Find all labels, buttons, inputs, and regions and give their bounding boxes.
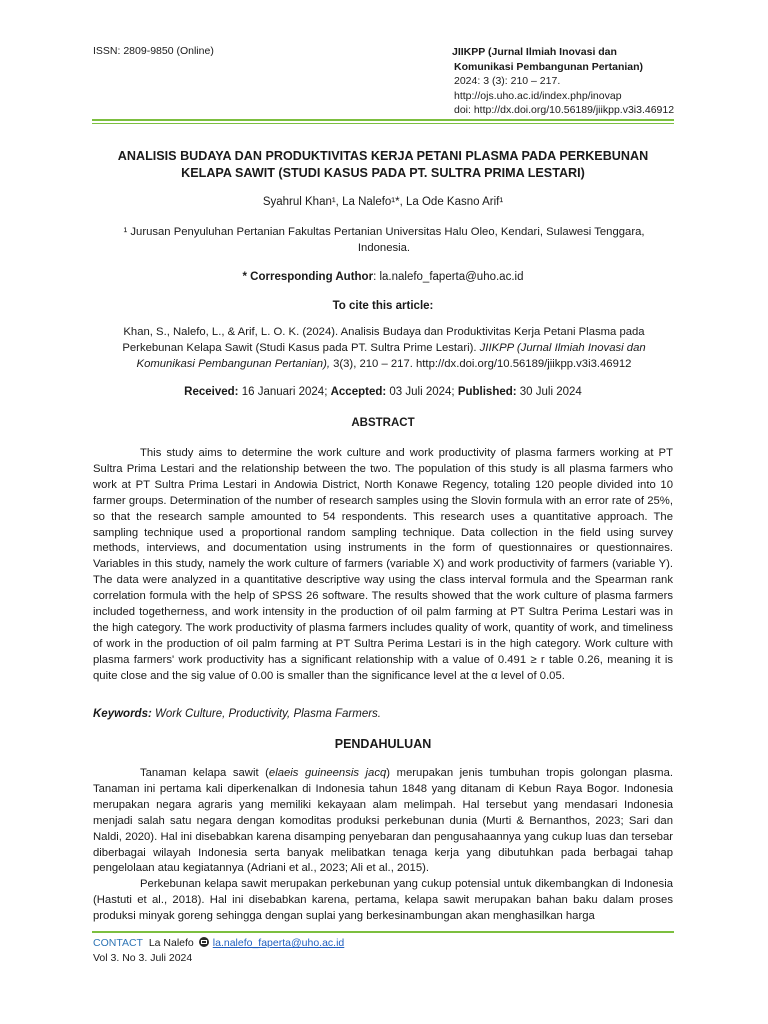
journal-info xyxy=(452,45,674,118)
citation-line-2 xyxy=(110,340,658,356)
citation-text: Perkebunan Kelapa Sawit (Studi Kasus pada PT. Sultra Prime Lestari). xyxy=(122,342,480,354)
citation xyxy=(110,324,658,372)
email-icon xyxy=(199,937,209,947)
footer-divider xyxy=(92,931,674,933)
footer-issue: Vol 3. No 3. Juli 2024 xyxy=(93,952,193,964)
contact-label: CONTACT xyxy=(93,937,143,949)
journal-name-line1: JIIKPP (Jurnal Ilmiah Inovasi dan xyxy=(452,46,617,58)
header-divider-thin xyxy=(92,123,674,124)
affiliation xyxy=(110,224,658,256)
cite-heading: To cite this article: xyxy=(332,300,434,312)
keywords xyxy=(93,708,673,720)
journal-doi[interactable]: doi: http://dx.doi.org/10.56189/jiikpp.v3i3.46912 xyxy=(454,104,675,116)
journal-name-line2: Komunikasi Pembangunan Pertanian) xyxy=(454,60,644,73)
corresponding-label: * Corresponding Author xyxy=(242,271,374,283)
article-dates xyxy=(92,386,674,398)
citation-doi: 3(3), 210 – 217. http://dx.doi.org/10.56189/jiikpp.v3i3.46912 xyxy=(329,358,632,370)
abstract-heading: ABSTRACT xyxy=(351,417,415,429)
authors: Syahrul Khan¹, La Nalefo¹*, La Ode Kasno Arif¹ xyxy=(262,196,504,208)
title-line-1: ANALISIS BUDAYA DAN PRODUKTIVITAS KERJA PETANI PLASMA PADA PERKEBUNAN xyxy=(117,149,649,163)
keywords-value: Work Culture, Productivity, Plasma Farmers. xyxy=(151,708,381,720)
journal-url[interactable]: http://ojs.uho.ac.id/index.php/inovap xyxy=(454,89,622,102)
citation-line-1: Khan, S., Nalefo, L., & Arif, L. O. K. (2024). Analisis Budaya dan Produktivitas Kerja Petani Plasma pada xyxy=(123,326,645,338)
citation-journal-cont: Komunikasi Pembangunan Pertanian), xyxy=(136,358,330,370)
received-label: Received: xyxy=(184,386,239,398)
accepted-date: 03 Juli 2024; xyxy=(386,386,458,398)
header-divider xyxy=(92,119,674,121)
published-date: 30 Juli 2024 xyxy=(516,386,582,398)
title-line-2: KELAPA SAWIT (STUDI KASUS PADA PT. SULTRA PRIMA LESTARI) xyxy=(181,166,585,180)
paragraph-text: ) merupakan jenis tumbuhan tropis golongan plasma. Tanaman ini pertama kali diperkenalkan di Indonesia tahun 1848 yang ditanam di Kebun Raya Bogor. Indonesia merupakan negara agraris yang memiliki kekayaan alam melimpah. Hal tersebut yang mendasari Indonesia menjadi salah satu negara dengan komoditas produksi perkebunan dunia (Murti & Bernanthos, 2023; Sari dan Naldi, 2020). Hal ini disebabkan karena disamping penyebaran dan pengusahaannya yang cukup luas dan tersebar diberbagai wilayah Indonesia serta banyak melibatkan tenaga kerja yang dibutuhkan pada berbagai tahap pengelolaan atau kegiatannya (Adriani et al., 2023; Ali et al., 2015). xyxy=(93,767,674,875)
citation-line-3 xyxy=(110,356,658,372)
published-label: Published: xyxy=(457,386,517,398)
introduction-body xyxy=(93,766,673,925)
article-title xyxy=(92,148,674,182)
corresponding-email: : la.nalefo_faperta@uho.ac.id xyxy=(373,271,524,283)
paragraph-text: Tanaman kelapa sawit ( xyxy=(140,767,269,779)
paragraph: Perkebunan kelapa sawit merupakan perkebunan yang cukup potensial untuk dikembangkan di Indonesia (Hastuti et al., 2018). Hal ini disebabkan karena, pertama, kelapa sawit merupakan bahan baku dalam proses produksi minyak goreng sehingga dengan suplai yang berkesinambungan akan menghasilkan harga xyxy=(93,878,673,923)
journal-volume: 2024: 3 (3): 210 – 217. xyxy=(454,75,561,87)
keywords-label: Keywords: xyxy=(93,708,152,720)
issn: ISSN: 2809-9850 (Online) xyxy=(93,45,214,57)
abstract-text: This study aims to determine the work culture and work productivity of plasma farmers working at PT Sultra Prima Lestari and the relationship between the two. The population of this study is all plasma farmers who work at PT Sultra Prima Lestari in Andowia District, North Konawe Regency, totaling 120 people divided into 10 farmer groups. Determination of the number of research samples using the Slovin formula with an error rate of 25%, so that the research sample amounted to 54 respondents. This research uses a quantitative approach. The sampling technique used a proportional random sampling technique. Data collection in the field using survey methods, interviews, and documentation using instruments in the form of questionnaires or questionnaires. Variables in this study, namely the work culture of farmers (variable X) and work productivity of farmers (variable Y). The data were analyzed in a quantitative descriptive way using the class interval formula and the Spearman rank correlation formula with the help of SPSS 26 software. The results showed that the work culture of plasma farmers included togetherness, and work intensity in the production of oil palm farming at PT Sultra Perima Lestari was in the high category. The work productivity of plasma farmers includes quality of work, quantity of work, and timeliness of work in the production of oil palm farming at PT Sultra Perima Lestari is in the high category. Work culture with plasma farmers' work productivity has a significant relationship with a value of 0.491 ≥ r table 0.26, meaning it is quite close and the sig value of 0.00 is smaller than the significance level at the α level of 0.05. xyxy=(93,447,673,682)
received-date: 16 Januari 2024; xyxy=(238,386,331,398)
contact-name: La Nalefo xyxy=(148,937,194,949)
citation-journal: JIIKPP (Jurnal Ilmiah Inovasi dan xyxy=(479,342,646,354)
contact-email-link[interactable]: la.nalefo_faperta@uho.ac.id xyxy=(212,937,345,949)
footer-contact xyxy=(93,937,344,949)
affiliation-line-1: ¹ Jurusan Penyuluhan Pertanian Fakultas Pertanian Universitas Halu Oleo, Kendari, Sulawesi Tenggara, xyxy=(123,226,645,238)
section-heading-introduction: PENDAHULUAN xyxy=(334,737,432,751)
species-name: elaeis guineensis jacq xyxy=(268,767,387,779)
paragraph xyxy=(93,766,673,877)
affiliation-line-2: Indonesia. xyxy=(357,242,411,254)
accepted-label: Accepted: xyxy=(330,386,387,398)
corresponding-author xyxy=(92,271,674,283)
